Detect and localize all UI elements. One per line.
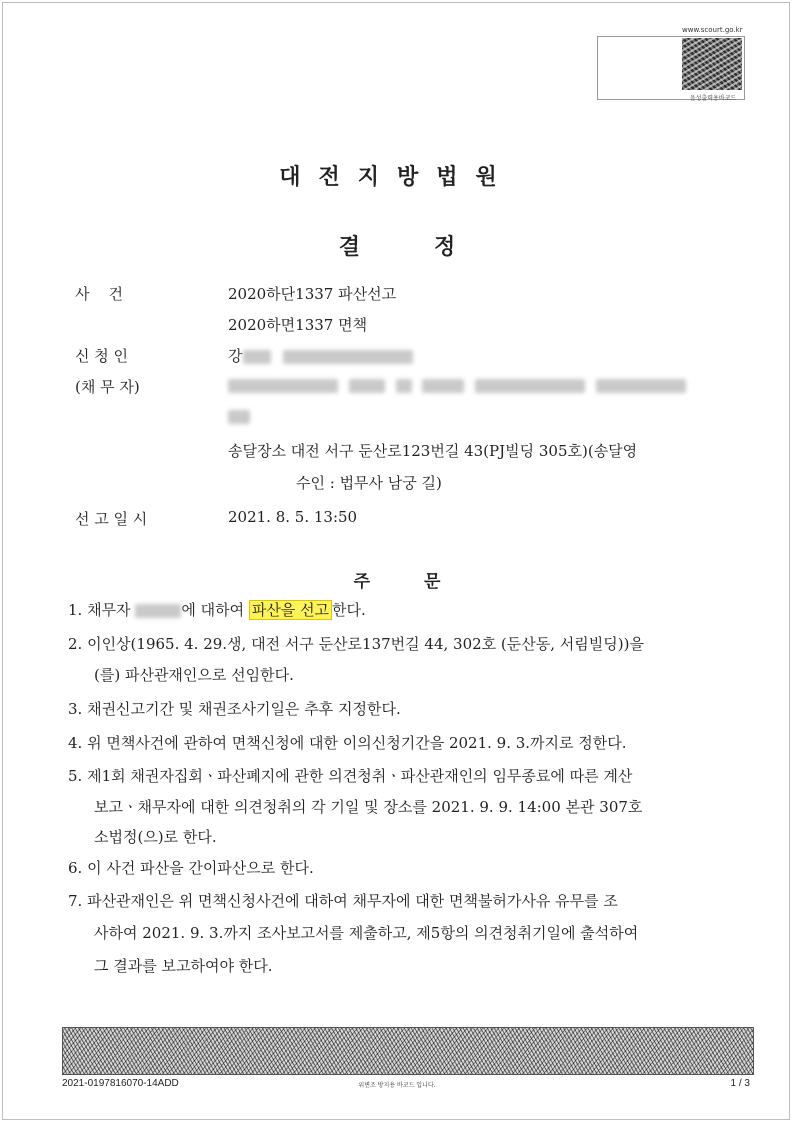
order-item-1: 1. 채무자 에 대하여 파산을 선고 한다.	[68, 601, 366, 619]
barcode-caption: 음성출력용바코드	[689, 95, 737, 102]
barcode-note: 위변조 방지용 바코드 입니다.	[358, 1082, 436, 1089]
order-item-7-line-1: 7. 파산관재인은 위 면책신청사건에 대하여 채무자에 대한 면책불허가사유 유무를 조	[68, 892, 618, 910]
date-label: 선 고 일 시	[75, 510, 148, 528]
order-item-6: 6. 이 사건 파산을 간이파산으로 한다.	[68, 859, 314, 877]
case-label: 사 건	[75, 285, 124, 303]
redacted-id	[283, 350, 413, 364]
delivery-line-2: 수인 : 법무사 남궁 길)	[296, 474, 442, 492]
order-item-5-line-3: 소법정(으)로 한다.	[94, 828, 217, 846]
redacted-name	[243, 350, 271, 364]
order-item-2-line-1: 2. 이인상(1965. 4. 29.생, 대전 서구 둔산로137번길 44, 302호 (둔산동, 서림빌딩))을	[68, 635, 644, 653]
redacted-debtor-name	[135, 604, 181, 618]
order-item-4: 4. 위 면책사건에 관하여 면책신청에 대한 이의신청기간을 2021. 9. 3.까지로 정한다.	[68, 734, 627, 752]
applicant-name-prefix: 강	[228, 347, 243, 365]
document-title: 결정	[338, 235, 530, 260]
order-item-3: 3. 채권신고기간 및 채권조사기일은 추후 지정한다.	[68, 700, 401, 718]
barcode-url: www.scourt.go.kr	[682, 26, 743, 34]
order-item-7-line-2: 사하여 2021. 9. 3.까지 조사보고서를 제출하고, 제5항의 의견청취기일에 출석하여	[94, 924, 639, 942]
redacted-address-line-2	[228, 407, 250, 425]
highlighted-bankruptcy-text: 파산을 선고	[249, 600, 332, 620]
order-item-2-line-2: (를) 파산관재인으로 선임한다.	[94, 666, 294, 684]
order-item-5-line-2: 보고ㆍ채무자에 대한 의견청취의 각 기일 및 장소를 2021. 9. 9. 14:00 본관 307호	[94, 798, 643, 816]
date-value: 2021. 8. 5. 13:50	[228, 508, 358, 526]
document-id: 2021-0197816070-14ADD	[62, 1078, 179, 1089]
order-item-7-line-3: 그 결과를 보고하여야 한다.	[94, 957, 273, 975]
delivery-line-1: 송달장소 대전 서구 둔산로123번길 43(PJ빌딩 305호)(송달영	[228, 442, 638, 460]
anti-forgery-barcode	[62, 1027, 754, 1075]
case-line-2: 2020하면1337 면책	[228, 316, 368, 334]
redacted-address-line-1	[228, 376, 686, 394]
applicant-label: 신 청 인	[75, 347, 129, 365]
applicant-name	[228, 345, 413, 366]
page-number: 1 / 3	[730, 1078, 750, 1089]
qr-code-image	[682, 38, 742, 90]
case-line-1: 2020하단1337 파산선고	[228, 285, 397, 303]
order-item-5-line-1: 5. 제1회 채권자집회ㆍ파산폐지에 관한 의견청취ㆍ파산관재인의 임무종료에 따른 계산	[68, 767, 633, 785]
court-name: 대전지방법원	[279, 165, 515, 190]
order-heading: 주문	[353, 572, 495, 592]
debtor-label: (채 무 자)	[75, 378, 140, 396]
